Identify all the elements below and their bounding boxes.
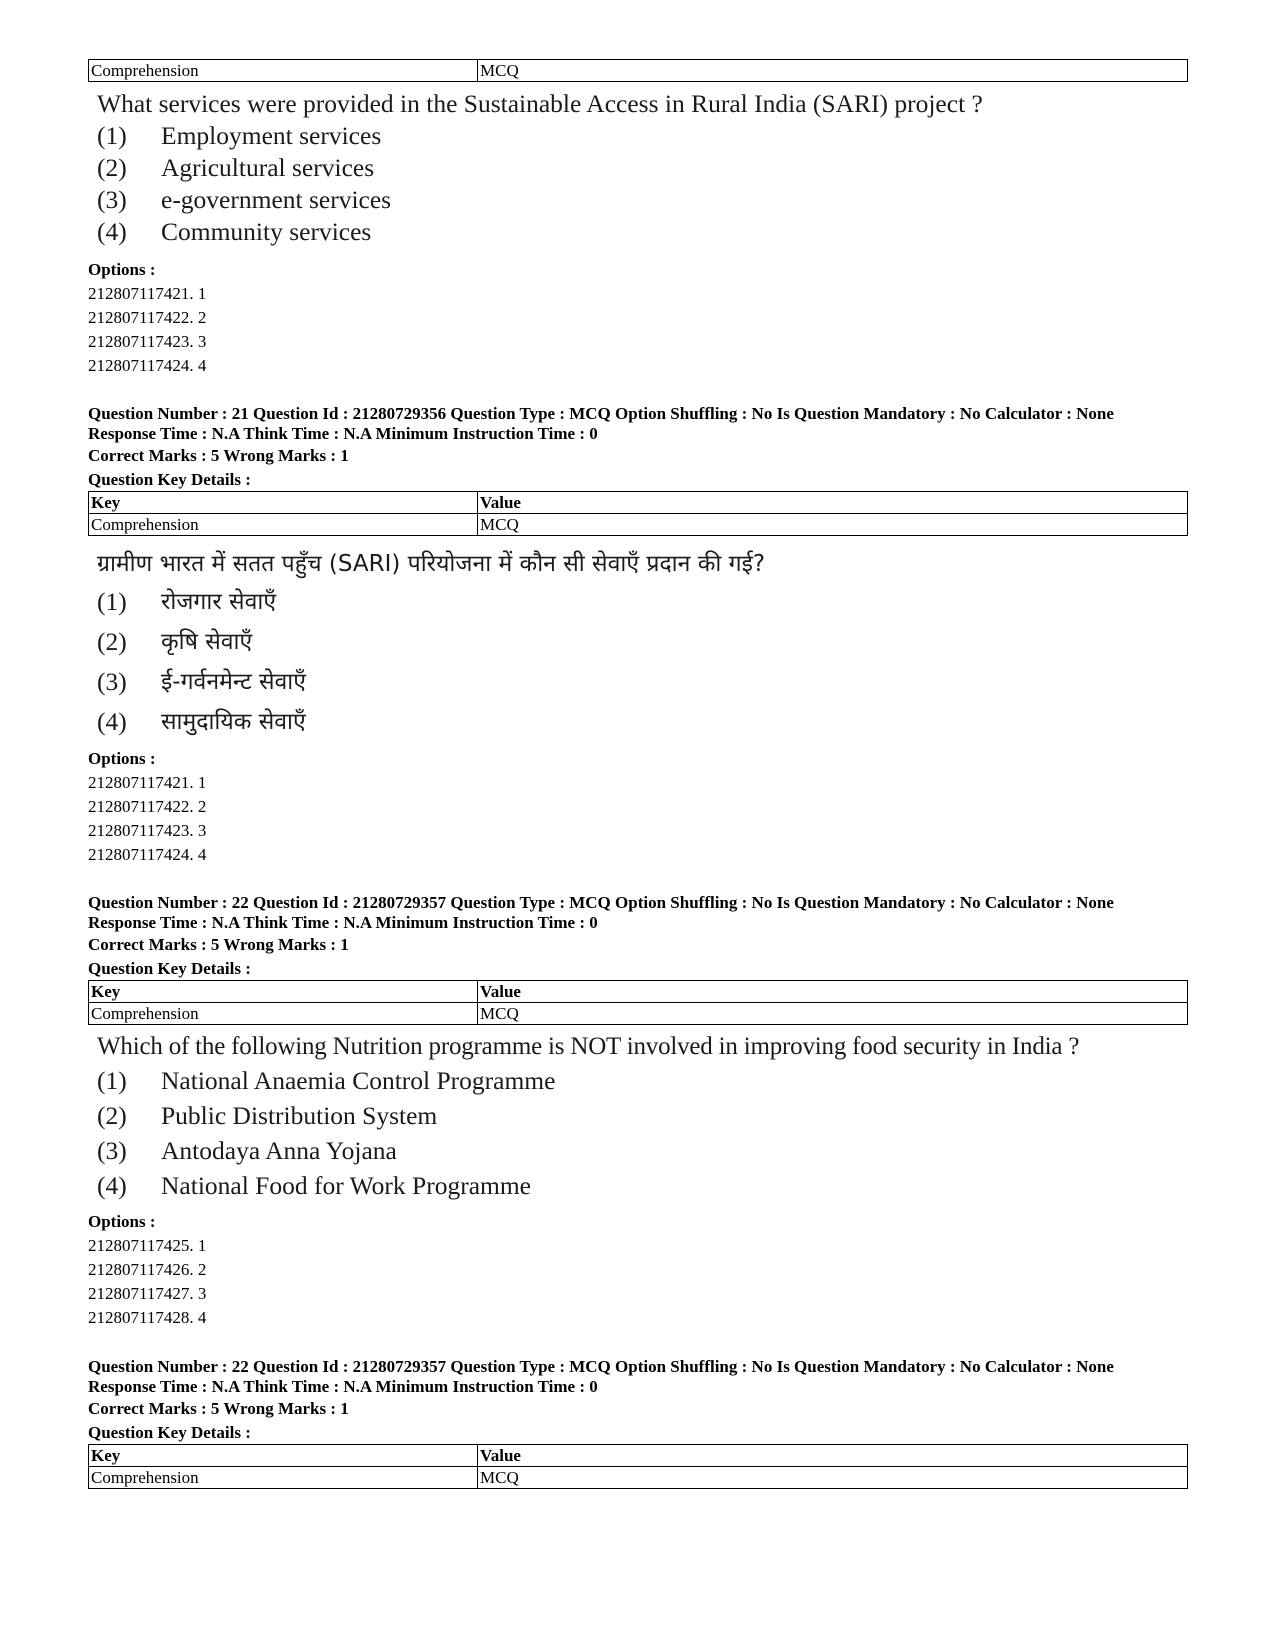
question-meta-22-repeat [88,1357,1114,1445]
table-header-row [89,1445,1188,1467]
meta-line: Question Number : 22 Question Id : 21280729357 Question Type : MCQ Option Shuffling : No Is Question Mandatory : No Calculator : None [88,893,1114,912]
option-text: Agricultural services [161,153,375,182]
option-id: 212807117422. 2 [88,797,207,816]
option-text: Antodaya Anna Yojana [161,1136,397,1165]
table-row [89,1003,1188,1025]
table-cell-key: Comprehension [89,1003,478,1025]
table-header-key: Key [89,981,478,1003]
option-id: 212807117425. 1 [88,1236,207,1255]
meta-line: Response Time : N.A Think Time : N.A Minimum Instruction Time : 0 [88,1377,598,1396]
option-text: Community services [161,217,372,246]
option-1 [97,582,765,622]
option-number: (1) [97,587,127,616]
key-details-label: Question Key Details : [88,470,251,489]
options-label: Options : [88,1212,156,1231]
option-id: 212807117422. 2 [88,308,207,327]
option-id: 212807117427. 3 [88,1284,207,1303]
option-2 [97,152,983,184]
meta-line: Question Number : 22 Question Id : 21280729357 Question Type : MCQ Option Shuffling : No Is Question Mandatory : No Calculator : None [88,1357,1114,1376]
table-cell-value: MCQ [478,514,1188,536]
key-table-21 [88,491,1188,536]
table-cell-value: MCQ [478,60,1188,82]
option-text: ई-गर्वनमेन्ट सेवाएँ [161,669,306,695]
table-row [89,60,1188,82]
option-3 [97,184,983,216]
option-number: (3) [97,185,127,214]
option-text: e-government services [161,185,392,214]
option-number: (4) [97,217,127,246]
meta-line: Question Number : 21 Question Id : 21280729356 Question Type : MCQ Option Shuffling : No Is Question Mandatory : No Calculator : None [88,404,1114,423]
table-row [89,1467,1188,1489]
option-text: Public Distribution System [161,1101,438,1130]
option-id: 212807117421. 1 [88,773,207,792]
option-text: रोजगार सेवाएँ [161,589,277,615]
table-header-row [89,981,1188,1003]
meta-line: Response Time : N.A Think Time : N.A Minimum Instruction Time : 0 [88,913,598,932]
option-number: (2) [97,627,127,656]
table-row [89,514,1188,536]
option-id: 212807117424. 4 [88,845,207,864]
option-id: 212807117428. 4 [88,1308,207,1327]
option-3 [97,1133,1079,1168]
options-label: Options : [88,749,156,768]
table-header-key: Key [89,1445,478,1467]
question-meta-22 [88,893,1114,981]
key-table-22-repeat [88,1444,1188,1489]
option-1 [97,120,983,152]
question-stem: ग्रामीण भारत में सतत पहुँच (SARI) परियोजना में कौन सी सेवाएँ प्रदान की गई? [97,551,766,577]
meta-line: Correct Marks : 5 Wrong Marks : 1 [88,446,349,465]
key-details-label: Question Key Details : [88,1423,251,1442]
option-id: 212807117426. 2 [88,1260,207,1279]
option-number: (3) [97,667,127,696]
table-cell-value: MCQ [478,1467,1188,1489]
meta-line: Response Time : N.A Think Time : N.A Minimum Instruction Time : 0 [88,424,598,443]
key-table-22 [88,980,1188,1025]
option-4 [97,1168,1079,1203]
option-text: National Anaemia Control Programme [161,1066,556,1095]
question-stem: Which of the following Nutrition programme is NOT involved in improving food security in India ? [97,1033,1080,1060]
option-id: 212807117423. 3 [88,821,207,840]
option-3 [97,662,765,702]
table-cell-key: Comprehension [89,514,478,536]
options-label: Options : [88,260,156,279]
options-list-b [88,747,206,867]
option-number: (1) [97,121,127,150]
question-c [97,1031,1079,1203]
key-details-label: Question Key Details : [88,959,251,978]
question-stem: What services were provided in the Sustainable Access in Rural India (SARI) project ? [97,89,983,118]
option-2 [97,1098,1079,1133]
question-b [97,546,765,742]
option-text: National Food for Work Programme [161,1171,531,1200]
option-text: Employment services [161,121,382,150]
options-list-a [88,258,206,378]
options-list-c [88,1210,206,1330]
table-header-key: Key [89,492,478,514]
table-header-value: Value [478,981,1188,1003]
key-table-top [88,59,1188,82]
meta-line: Correct Marks : 5 Wrong Marks : 1 [88,1399,349,1418]
option-id: 212807117424. 4 [88,356,207,375]
option-4 [97,702,765,742]
option-number: (4) [97,707,127,736]
option-2 [97,622,765,662]
option-text: सामुदायिक सेवाएँ [161,709,306,735]
option-number: (4) [97,1171,127,1200]
table-header-value: Value [478,492,1188,514]
table-cell-key: Comprehension [89,1467,478,1489]
table-cell-value: MCQ [478,1003,1188,1025]
option-text: कृषि सेवाएँ [161,629,253,655]
table-cell-key: Comprehension [89,60,478,82]
option-number: (2) [97,1101,127,1130]
option-number: (1) [97,1066,127,1095]
option-id: 212807117421. 1 [88,284,207,303]
meta-line: Correct Marks : 5 Wrong Marks : 1 [88,935,349,954]
question-a [97,88,983,248]
question-meta-21 [88,404,1114,492]
option-1 [97,1063,1079,1098]
option-number: (2) [97,153,127,182]
table-header-row [89,492,1188,514]
option-4 [97,216,983,248]
option-id: 212807117423. 3 [88,332,207,351]
option-number: (3) [97,1136,127,1165]
table-header-value: Value [478,1445,1188,1467]
